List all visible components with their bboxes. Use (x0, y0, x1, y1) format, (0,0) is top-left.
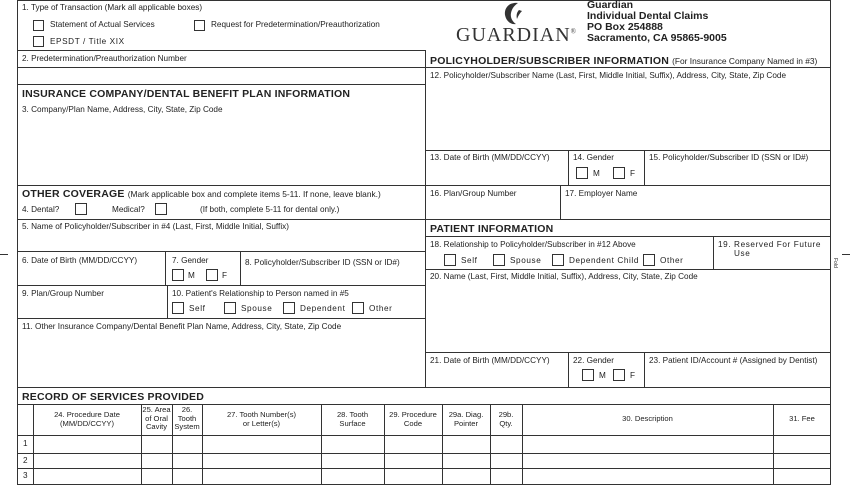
actual-services-label: Statement of Actual Services (50, 20, 155, 29)
rel-dependent-label: Dependent (300, 304, 346, 313)
pt-rel-self-label: Self (461, 256, 478, 265)
guardian-logo-text: GUARDIAN® (456, 24, 577, 46)
pt-gender-m-label: M (599, 371, 606, 380)
pt-rel-other-checkbox[interactable] (643, 254, 655, 266)
table-row[interactable] (34, 454, 830, 467)
field7-label: 7. Gender (172, 256, 209, 265)
dental-label: 4. Dental? (22, 205, 60, 214)
field3-label: 3. Company/Plan Name, Address, City, State, Zip Code (22, 105, 223, 114)
col-area-oral-cavity: 25. Area of Oral Cavity (142, 405, 171, 432)
rel-spouse-checkbox[interactable] (224, 302, 236, 314)
field23-label: 23. Patient ID/Account # (Assigned by Dentist) (649, 356, 818, 365)
address-line: PO Box 254888 (587, 21, 663, 33)
rel-self-checkbox[interactable] (172, 302, 184, 314)
field2-label: 2. Predetermination/Preauthorization Number (22, 54, 187, 63)
field12-label: 12. Policyholder/Subscriber Name (Last, First, Middle Initial, Suffix), Address, City, State, Zip Code (430, 71, 786, 80)
address-line: Sacramento, CA 95865-9005 (587, 32, 727, 44)
rel-self-label: Self (189, 304, 206, 313)
pt-rel-spouse-checkbox[interactable] (493, 254, 505, 266)
rel-other-label: Other (369, 304, 393, 313)
field14-label: 14. Gender (573, 153, 614, 162)
pt-gender-f-label: F (630, 371, 636, 380)
fold-mark-right (842, 254, 850, 255)
row-number: 2 (23, 456, 28, 465)
col-procedure-date: 24. Procedure Date (MM/DD/CCYY) (54, 410, 120, 428)
field10-label: 10. Patient's Relationship to Person named in #5 (172, 289, 349, 298)
pt-rel-spouse-label: Spouse (510, 256, 542, 265)
both-note: (If both, complete 5-11 for dental only.) (200, 205, 340, 214)
ph-gender-m-checkbox[interactable] (576, 167, 588, 179)
col-tooth-system: 26. Tooth System (174, 405, 200, 432)
col-fee: 31. Fee (789, 414, 815, 423)
field15-label: 15. Policyholder/Subscriber ID (SSN or ID#) (649, 153, 809, 162)
col-description: 30. Description (622, 414, 673, 423)
field19-label-2: Use (734, 249, 751, 258)
pt-rel-self-checkbox[interactable] (444, 254, 456, 266)
gender-f-label: F (222, 271, 228, 280)
company-plan-input[interactable] (18, 116, 424, 184)
row-number: 3 (23, 471, 28, 480)
dental-checkbox[interactable] (75, 203, 87, 215)
field22-label: 22. Gender (573, 356, 614, 365)
rel-other-checkbox[interactable] (352, 302, 364, 314)
table-row[interactable] (34, 469, 830, 483)
other-coverage-heading: OTHER COVERAGE (Mark applicable box and complete items 5-11. If none, leave blank.) (22, 188, 381, 200)
rel-dependent-checkbox[interactable] (283, 302, 295, 314)
gender-f-checkbox[interactable] (206, 269, 218, 281)
insurance-heading: INSURANCE COMPANY/DENTAL BENEFIT PLAN INFORMATION (22, 88, 351, 100)
field20-label: 20. Name (Last, First, Middle Initial, Suffix), Address, City, State, Zip Code (430, 272, 698, 281)
policyholder-name-input[interactable] (426, 82, 830, 149)
epsdt-label: EPSDT / Title XIX (50, 37, 125, 46)
gender-m-label: M (188, 271, 195, 280)
col-tooth-numbers: 27. Tooth Number(s) or Letter(s) (226, 410, 297, 428)
services-heading: RECORD OF SERVICES PROVIDED (22, 391, 204, 403)
field6-label: 6. Date of Birth (MM/DD/CCYY) (22, 256, 138, 265)
ph-gender-f-label: F (630, 169, 636, 178)
patient-heading: PATIENT INFORMATION (430, 223, 554, 235)
rel-spouse-label: Spouse (241, 304, 273, 313)
field11-label: 11. Other Insurance Company/Dental Benefit Plan Name, Address, City, State, Zip Code (22, 322, 342, 331)
request-predetermination-checkbox[interactable] (194, 20, 205, 31)
pt-rel-dependent-checkbox[interactable] (552, 254, 564, 266)
field19-label: 19. Reserved For Future (718, 240, 821, 249)
fold-mark-left (0, 254, 8, 255)
field1-label: 1. Type of Transaction (Mark all applicable boxes) (22, 3, 203, 12)
gender-m-checkbox[interactable] (172, 269, 184, 281)
pt-rel-other-label: Other (660, 256, 684, 265)
field16-label: 16. Plan/Group Number (430, 189, 517, 198)
col-qty: 29b. Qty. (498, 410, 514, 428)
ph-gender-m-label: M (593, 169, 600, 178)
col-tooth-surface: 28. Tooth Surface (336, 410, 369, 428)
field17-label: 17. Employer Name (565, 189, 638, 198)
field5-label: 5. Name of Policyholder/Subscriber in #4 (Last, First, Middle Initial, Suffix) (22, 222, 289, 231)
mailing-address (587, 0, 727, 44)
policyholder-heading: POLICYHOLDER/SUBSCRIBER INFORMATION (For Insurance Company Named in #3) (430, 55, 818, 67)
field21-label: 21. Date of Birth (MM/DD/CCYY) (430, 356, 550, 365)
col-diag-pointer: 29a. Diag. Pointer (448, 410, 484, 428)
medical-label: Medical? (112, 205, 145, 214)
address-line: Guardian (587, 0, 634, 11)
field9-label: 9. Plan/Group Number (22, 289, 104, 298)
patient-name-input[interactable] (426, 283, 830, 351)
services-table (17, 404, 831, 485)
medical-checkbox[interactable] (155, 203, 167, 215)
fold-label-right: Fold (832, 258, 838, 268)
request-predetermination-label: Request for Predetermination/Preauthorization (211, 20, 380, 29)
field13-label: 13. Date of Birth (MM/DD/CCYY) (430, 153, 550, 162)
predetermination-number-input[interactable] (18, 64, 424, 67)
pt-gender-f-checkbox[interactable] (613, 369, 625, 381)
field8-label: 8. Policyholder/Subscriber ID (SSN or ID#) (245, 258, 400, 267)
table-row[interactable] (34, 436, 830, 452)
row-number: 1 (23, 439, 28, 448)
actual-services-checkbox[interactable] (33, 20, 44, 31)
address-line: Individual Dental Claims (587, 10, 709, 22)
col-procedure-code: 29. Procedure Code (389, 410, 437, 428)
field18-label: 18. Relationship to Policyholder/Subscriber in #12 Above (430, 240, 636, 249)
pt-rel-dependent-label: Dependent Child (569, 256, 639, 265)
epsdt-checkbox[interactable] (33, 36, 44, 47)
ph-gender-f-checkbox[interactable] (613, 167, 625, 179)
pt-gender-m-checkbox[interactable] (582, 369, 594, 381)
